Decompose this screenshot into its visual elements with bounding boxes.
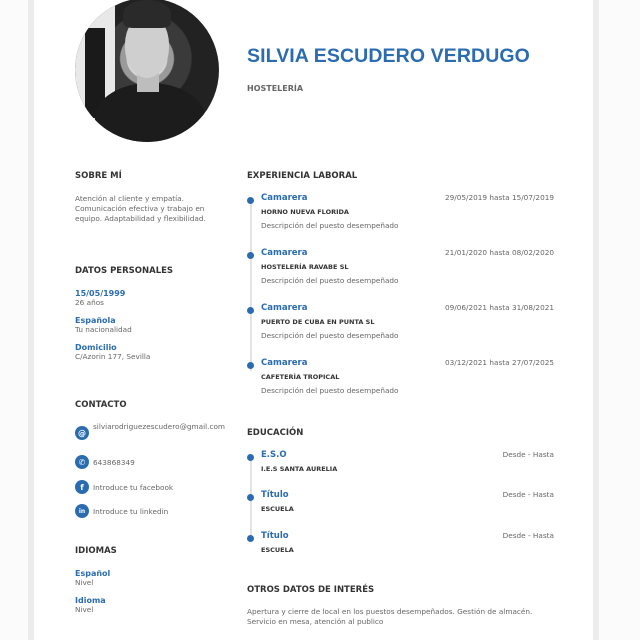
linkedin-icon: in (75, 504, 89, 518)
address-field: Domicilio C/Azorin 177, Sevilla (75, 343, 151, 361)
about-line: equipo. Adaptabilidad y flexibilidad. (75, 214, 206, 223)
experience-heading: EXPERIENCIA LABORAL (247, 171, 358, 181)
about-heading: SOBRE MÍ (75, 171, 122, 181)
timeline-dot-icon (247, 197, 254, 204)
contact-facebook[interactable]: f Introduce tu facebook (75, 480, 173, 494)
contact-linkedin[interactable]: in Introduce tu linkedin (75, 504, 168, 518)
profile-photo (75, 0, 219, 142)
nationality-field: Española Tu nacionalidad (75, 316, 132, 334)
timeline-dot-icon (247, 362, 254, 369)
email-icon: @ (75, 426, 89, 440)
timeline-dot-icon (247, 454, 254, 461)
contact-heading: CONTACTO (75, 400, 127, 410)
language-item: Español Nivel (75, 569, 111, 587)
education-heading: EDUCACIÓN (247, 428, 304, 438)
languages-heading: IDIOMAS (75, 546, 117, 556)
contact-email[interactable]: @ silviarodriguezescudero@gmail.com (75, 422, 225, 440)
timeline-dot-icon (247, 535, 254, 542)
timeline-line (250, 201, 252, 371)
language-item: Idioma Nivel (75, 596, 106, 614)
about-line: Atención al cliente y empatía. (75, 194, 184, 203)
education-timeline: E.S.O Desde - Hasta I.E.S SANTA AURELIA Título Desde - Hasta ESCUELA Título Desde - Hasta ESCUELA (247, 450, 554, 560)
personal-fields (75, 289, 235, 370)
other-heading: OTROS DATOS DE INTERÉS (247, 585, 375, 595)
about-line: Comunicación efectiva y trabajo en (75, 204, 205, 213)
other-text: Apertura y cierre de local en los puestos desempeñados. Gestión de almacén. Servicio en mesa, atención al publico (247, 607, 533, 626)
page-edge-right (593, 0, 599, 640)
languages-list (75, 569, 235, 623)
about-text (75, 194, 235, 224)
experience-timeline: Camarera 29/05/2019 hasta 15/07/2019 HORNO NUEVA FLORIDA Descripción del puesto desempeñado Camarera 21/01/2020 hasta 08/02/2020 HOSTELERÍA RAVABE SL Descripción del puesto desempeñado Camarera 09/06/2021 hasta 31/08/2021 PUERTO DE CUBA EN PUNTA SL Descripción del puesto desempeñado Camarera 03/12/2021 hasta 27/07/2025 CAFETERÍA TROPICAL Descripción del puesto desempeñado (247, 193, 554, 403)
birthdate-field: 15/05/1999 26 años (75, 289, 126, 307)
facebook-icon: f (75, 480, 89, 494)
phone-icon: ✆ (75, 455, 89, 469)
contact-phone[interactable]: ✆ 643868349 (75, 455, 135, 469)
timeline-dot-icon (247, 252, 254, 259)
timeline-dot-icon (247, 307, 254, 314)
candidate-name: SILVIA ESCUDERO VERDUGO (247, 45, 530, 67)
timeline-dot-icon (247, 494, 254, 501)
candidate-profession: HOSTELERÍA (247, 84, 304, 93)
personal-heading: DATOS PERSONALES (75, 266, 174, 276)
